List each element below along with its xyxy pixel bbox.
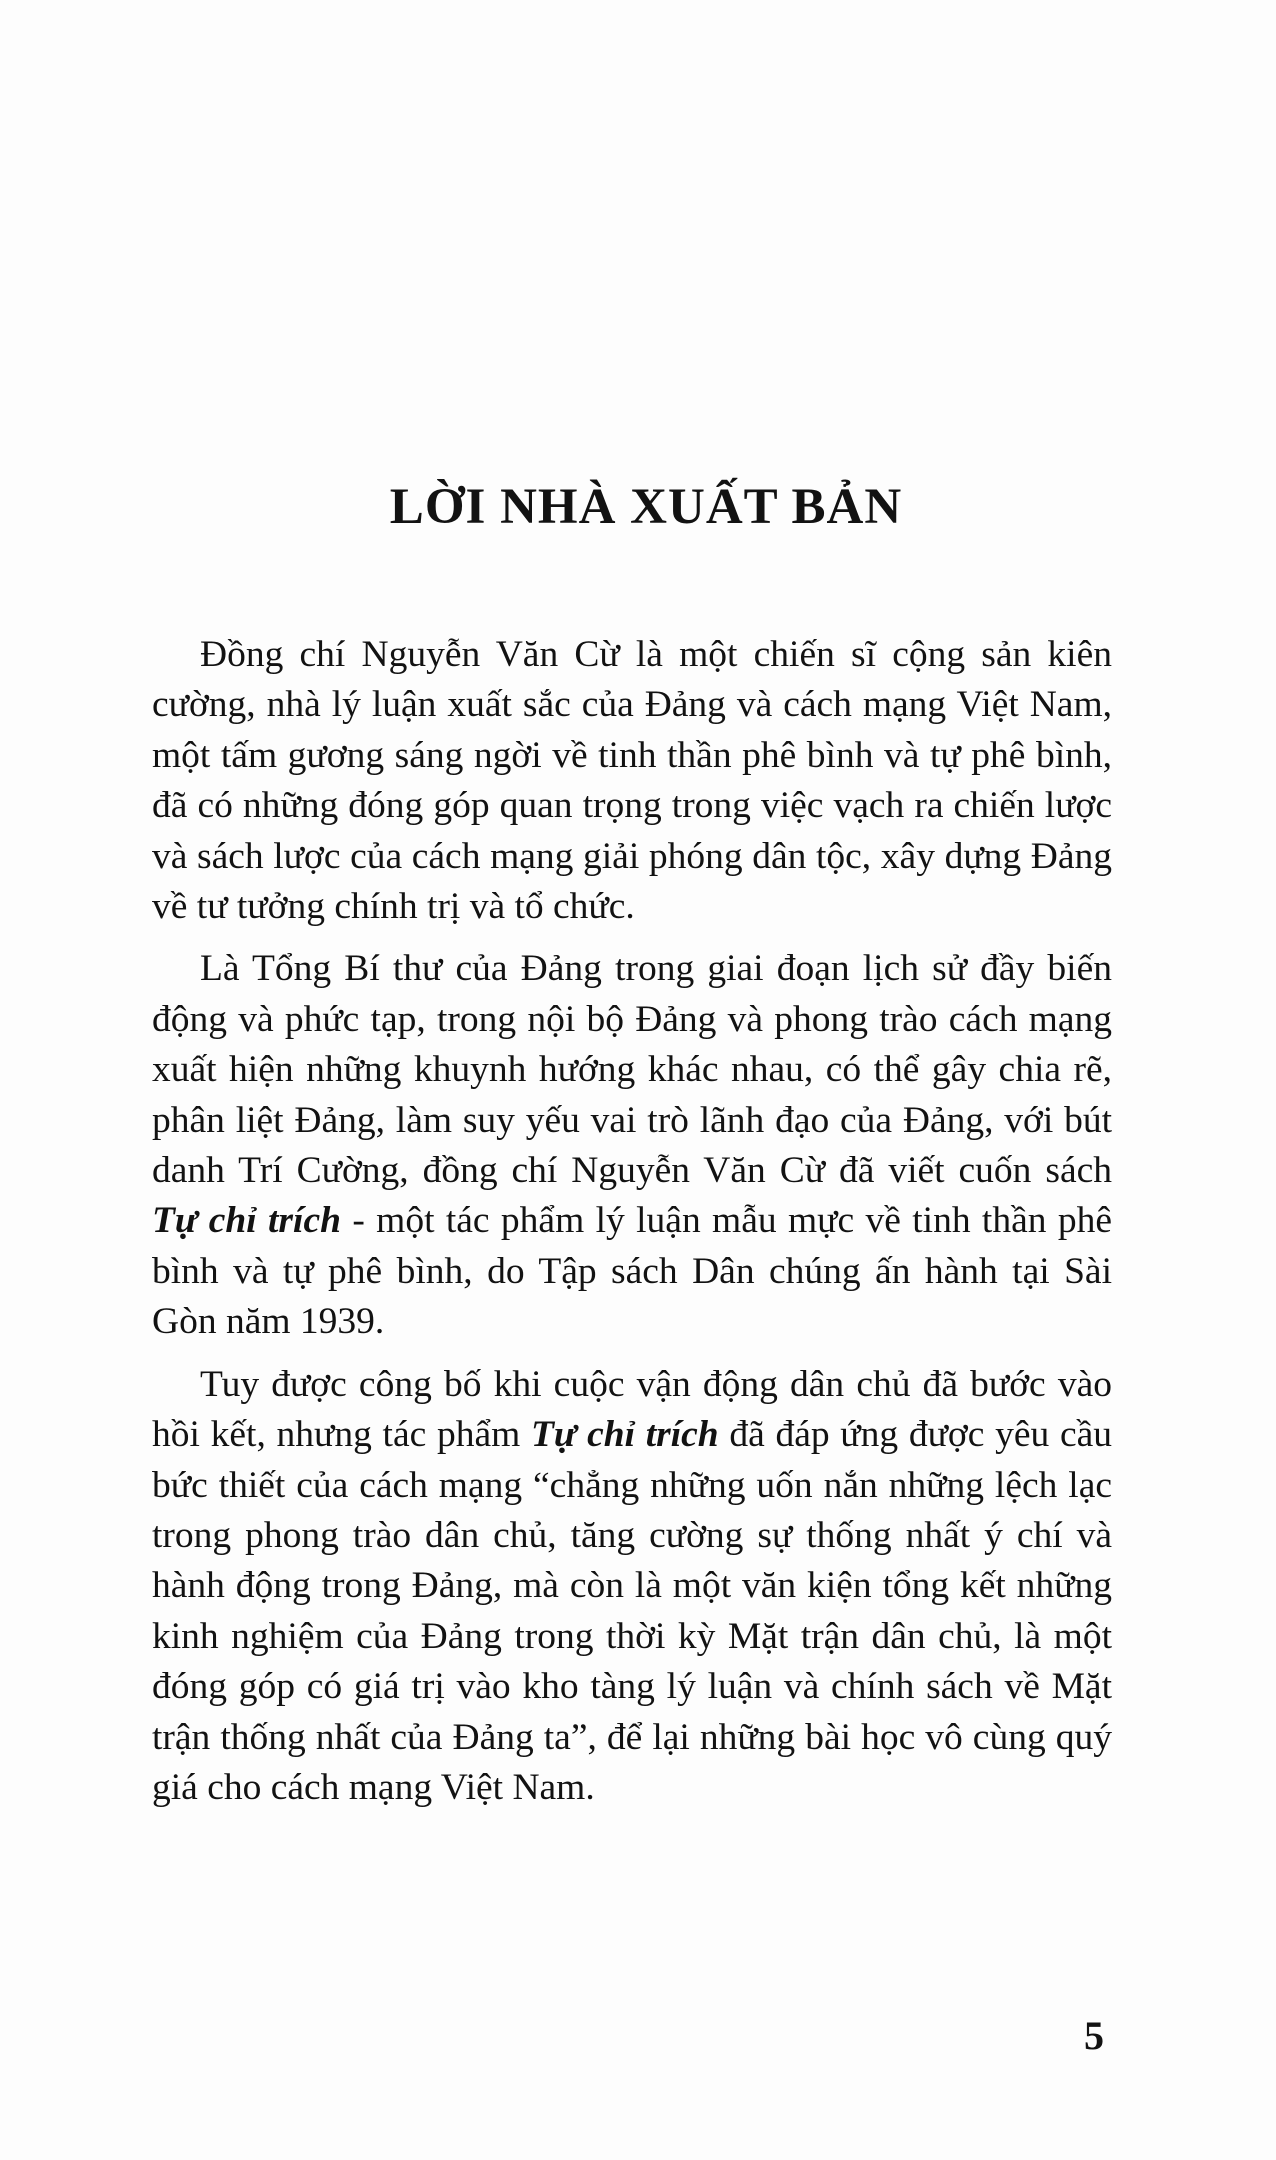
page-number: 5 <box>1084 2013 1104 2058</box>
paragraph-3 <box>152 1360 1112 1814</box>
page-title: LỜI NHÀ XUẤT BẢN <box>389 479 903 535</box>
body-text <box>152 630 1112 1825</box>
book-title-emphasis: Tự chỉ trích <box>152 1200 341 1242</box>
paragraph-2-text-before: Là Tổng Bí thư của Đảng trong giai đoạn lịch sử đầy biến động và phức tạp, trong nội bộ Đảng và phong trào cách mạng xuất hiện những khuynh hướng khác nhau, có thể gây chia rẽ, phân liệt Đảng, làm suy yếu vai trò lãnh đạo của Đảng, với bút danh Trí Cường, đồng chí Nguyễn Văn Cừ đã viết cuốn sách <box>152 948 1112 1192</box>
show-through-background <box>160 180 1120 440</box>
paragraph-2-text-after: - một tác phẩm lý luận mẫu mực về tinh thần phê bình và tự phê bình, do Tập sách Dân chúng ấn hành tại Sài Gòn năm 1939. <box>152 1200 1112 1343</box>
paragraph-1 <box>152 630 1112 932</box>
paragraph-1-text: Đồng chí Nguyễn Văn Cừ là một chiến sĩ cộng sản kiên cường, nhà lý luận xuất sắc của Đảng và cách mạng Việt Nam, một tấm gương sáng ngời về tinh thần phê bình và tự phê bình, đã có những đóng góp quan trọng trong việc vạch ra chiến lược và sách lược của cách mạng giải phóng dân tộc, xây dựng Đảng về tư tưởng chính trị và tổ chức. <box>152 634 1112 928</box>
paragraph-3-text-after: đã đáp ứng được yêu cầu bức thiết của cách mạng “chẳng những uốn nắn những lệch lạc trong phong trào dân chủ, tăng cường sự thống nhất ý chí và hành động trong Đảng, mà còn là một văn kiện tổng kết những kinh nghiệm của Đảng trong thời kỳ Mặt trận dân chủ, là một đóng góp có giá trị vào kho tàng lý luận và chính sách về Mặt trận thống nhất của Đảng ta”, để lại những bài học vô cùng quý giá cho cách mạng Việt Nam. <box>152 1414 1112 1808</box>
book-title-emphasis: Tự chỉ trích <box>531 1414 719 1456</box>
paragraph-2 <box>152 944 1112 1347</box>
paragraph-3-text-before: Tuy được công bố khi cuộc vận động dân chủ đã bước vào hồi kết, nhưng tác phẩm <box>152 1363 1112 1456</box>
